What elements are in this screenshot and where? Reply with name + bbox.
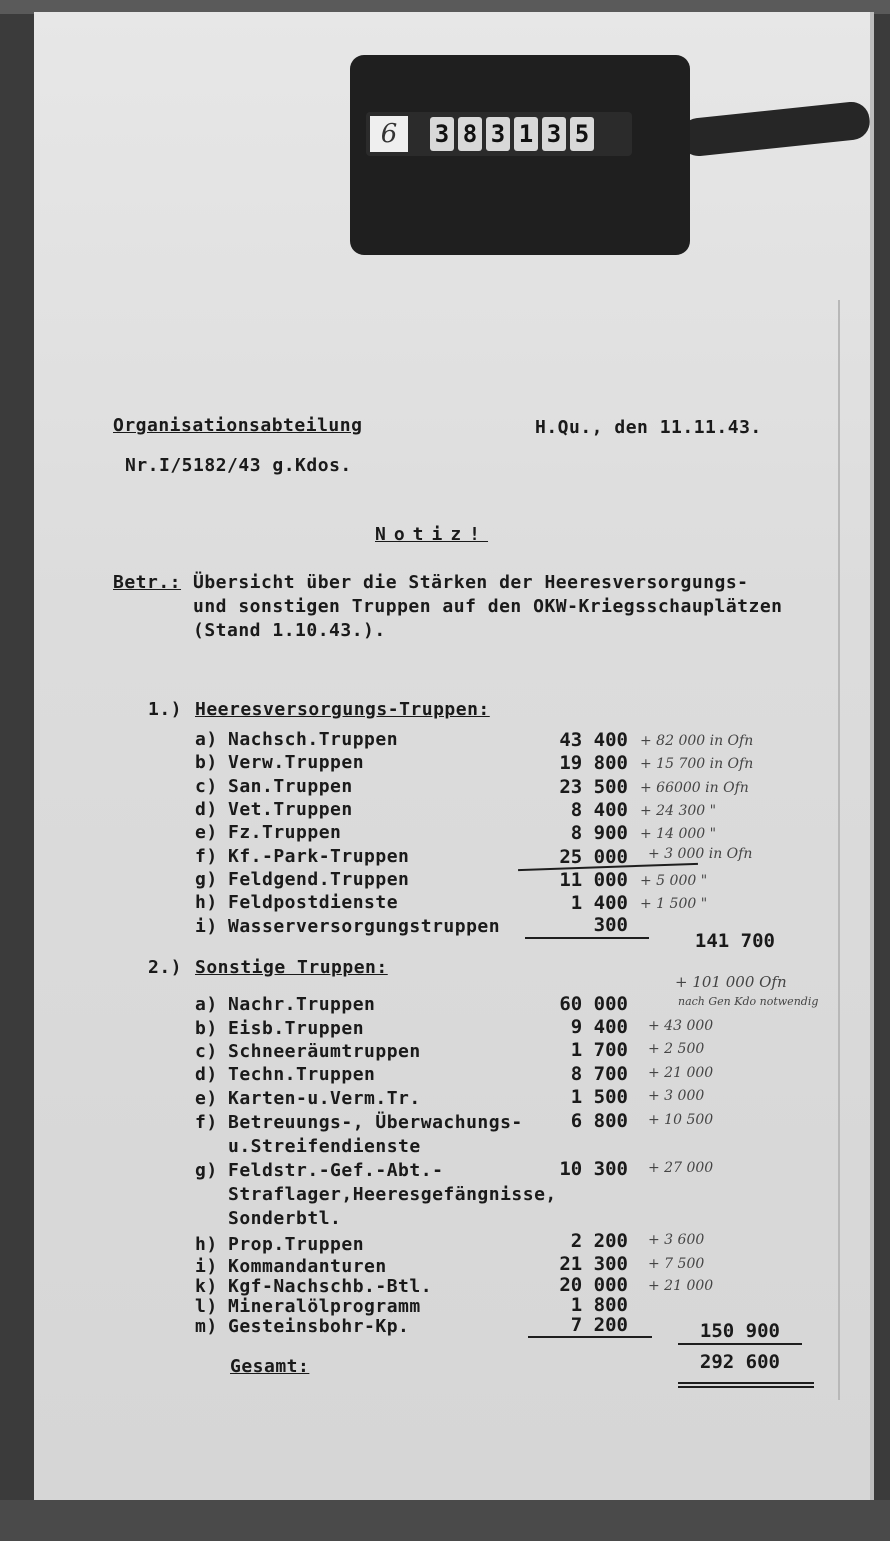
list-item-label: Feldgend.Truppen [228,869,410,890]
list-item-value: 21 300 [559,1253,628,1275]
total-value: 292 600 [699,1351,780,1373]
counter-window [366,112,632,156]
list-item-value: 43 400 [559,729,628,751]
list-item-value: 7 200 [570,1314,628,1336]
list-item-letter: f) [195,1112,218,1133]
list-item-label: Betreuungs-, Überwachungs- [228,1112,523,1133]
list-item-letter: a) [195,729,218,750]
counter-handwritten-mark: 6 [370,116,408,152]
list-item-value: 1 700 [570,1039,628,1061]
handwritten-note: + 15 700 in Ofn [640,756,754,772]
subject-line-2: und sonstigen Truppen auf den OKW-Kriegsschauplätzen [193,596,783,617]
list-item-label: Feldpostdienste [228,892,399,913]
counter-digit: 8 [458,117,482,151]
document-title: Notiz! [375,524,489,545]
list-item-letter: i) [195,1256,218,1277]
list-item-value: 8 400 [570,799,628,821]
section1-subtotal: 141 700 [694,930,775,952]
list-item-value: 1 400 [570,892,628,914]
list-item-letter: b) [195,752,218,773]
list-item-letter: k) [195,1276,218,1297]
list-item-label: Mineralölprogramm [228,1296,421,1317]
handwritten-note: + 21 000 [648,1065,714,1081]
list-item-value: 8 900 [570,822,628,844]
list-item-letter: e) [195,822,218,843]
list-item-label: Fz.Truppen [228,822,342,843]
list-item-label: Nachsch.Truppen [228,729,399,750]
handwritten-margin-note: + 101 000 Ofn [675,973,787,991]
section2-subtotal: 150 900 [699,1320,780,1342]
list-item-letter: e) [195,1088,218,1109]
subject-line-3: (Stand 1.10.43.). [193,620,386,641]
list-item-label: Eisb.Truppen [228,1018,365,1039]
scan-frame-bottom [0,1500,890,1541]
list-item-label-continued: Straflager,Heeresgefängnisse, [228,1184,557,1205]
list-item-letter: g) [195,869,218,890]
list-item-label: Gesteinsbohr-Kp. [228,1316,410,1337]
list-item-letter: l) [195,1296,218,1317]
list-item-value: 23 500 [559,776,628,798]
list-item-value: 1 500 [570,1086,628,1108]
list-item-label: Prop.Truppen [228,1234,365,1255]
list-item-value: 1 800 [570,1294,628,1316]
list-item-letter: d) [195,799,218,820]
list-item-label-continued: Sonderbtl. [228,1208,342,1229]
list-item-value: 300 [593,914,628,936]
list-item-value: 9 400 [570,1016,628,1038]
list-item-value: 10 300 [559,1158,628,1180]
list-item-label: Kf.-Park-Truppen [228,846,410,867]
list-item-label: Verw.Truppen [228,752,365,773]
counter-digit: 1 [514,117,538,151]
handwritten-note: + 3 600 [648,1232,705,1248]
list-item-label-continued: u.Streifendienste [228,1136,421,1157]
list-item-letter: g) [195,1160,218,1181]
handwritten-note: + 5 000 " [640,873,708,889]
handwritten-note: + 10 500 [648,1112,714,1128]
handwritten-note: + 21 000 [648,1278,714,1294]
place-date: H.Qu., den 11.11.43. [535,417,762,438]
list-item-label: Karten-u.Verm.Tr. [228,1088,421,1109]
handwritten-note: + 3 000 in Ofn [648,846,753,862]
handwritten-note: + 43 000 [648,1018,714,1034]
list-item-letter: a) [195,994,218,1015]
list-item-value: 11 000 [559,869,628,891]
list-item-label: Wasserversorgungstruppen [228,916,501,937]
list-item-value: 19 800 [559,752,628,774]
reference-number: Nr.I/5182/43 g.Kdos. [125,455,352,476]
total-label: Gesamt: [230,1356,310,1377]
sum-rule [678,1343,802,1345]
handwritten-note: + 82 000 in Ofn [640,733,754,749]
counter-digits [430,117,594,151]
handwritten-note: + 66000 in Ofn [640,780,749,796]
counter-digit: 5 [570,117,594,151]
list-item-label: Feldstr.-Gef.-Abt.- [228,1160,444,1181]
list-item-value: 8 700 [570,1063,628,1085]
handwritten-note: + 1 500 " [640,896,708,912]
list-item-label: Kgf-Nachschb.-Btl. [228,1276,433,1297]
handwritten-margin-note: nach Gen Kdo notwendig [678,995,819,1008]
list-item-value: 6 800 [570,1110,628,1132]
list-item-letter: d) [195,1064,218,1085]
handwritten-note: + 2 500 [648,1041,705,1057]
total-double-rule [678,1386,814,1388]
section1-number: 1.) [148,699,183,720]
handwritten-note: + 7 500 [648,1256,705,1272]
list-item-label: Techn.Truppen [228,1064,376,1085]
list-item-letter: b) [195,1018,218,1039]
counter-digit: 3 [542,117,566,151]
list-item-letter: c) [195,1041,218,1062]
list-item-value: 20 000 [559,1274,628,1296]
list-item-value: 25 000 [559,846,628,868]
list-item-value: 60 000 [559,993,628,1015]
sum-rule [528,1336,652,1338]
section2-number: 2.) [148,957,183,978]
list-item-label: Schneeräumtruppen [228,1041,421,1062]
list-item-letter: h) [195,1234,218,1255]
subject-line-1: Übersicht über die Stärken der Heeresversorgungs- [193,572,749,593]
handwritten-note: + 27 000 [648,1160,714,1176]
list-item-label: Kommandanturen [228,1256,387,1277]
list-item-label: San.Truppen [228,776,353,797]
list-item-letter: m) [195,1316,218,1337]
section2-heading: Sonstige Truppen: [195,957,388,978]
counter-digit: 3 [430,117,454,151]
counter-digit: 3 [486,117,510,151]
list-item-letter: i) [195,916,218,937]
subject-label: Betr.: [113,572,182,593]
list-item-label: Nachr.Truppen [228,994,376,1015]
list-item-letter: h) [195,892,218,913]
department-label: Organisationsabteilung [113,415,363,436]
section1-heading: Heeresversorgungs-Truppen: [195,699,490,720]
handwritten-note: + 3 000 [648,1088,705,1104]
list-item-label: Vet.Truppen [228,799,353,820]
list-item-value: 2 200 [570,1230,628,1252]
list-item-letter: f) [195,846,218,867]
list-item-letter: c) [195,776,218,797]
sum-rule [525,937,649,939]
handwritten-note: + 14 000 " [640,826,717,842]
total-double-rule [678,1382,814,1384]
page-edge-line [838,300,840,1400]
handwritten-note: + 24 300 " [640,803,717,819]
